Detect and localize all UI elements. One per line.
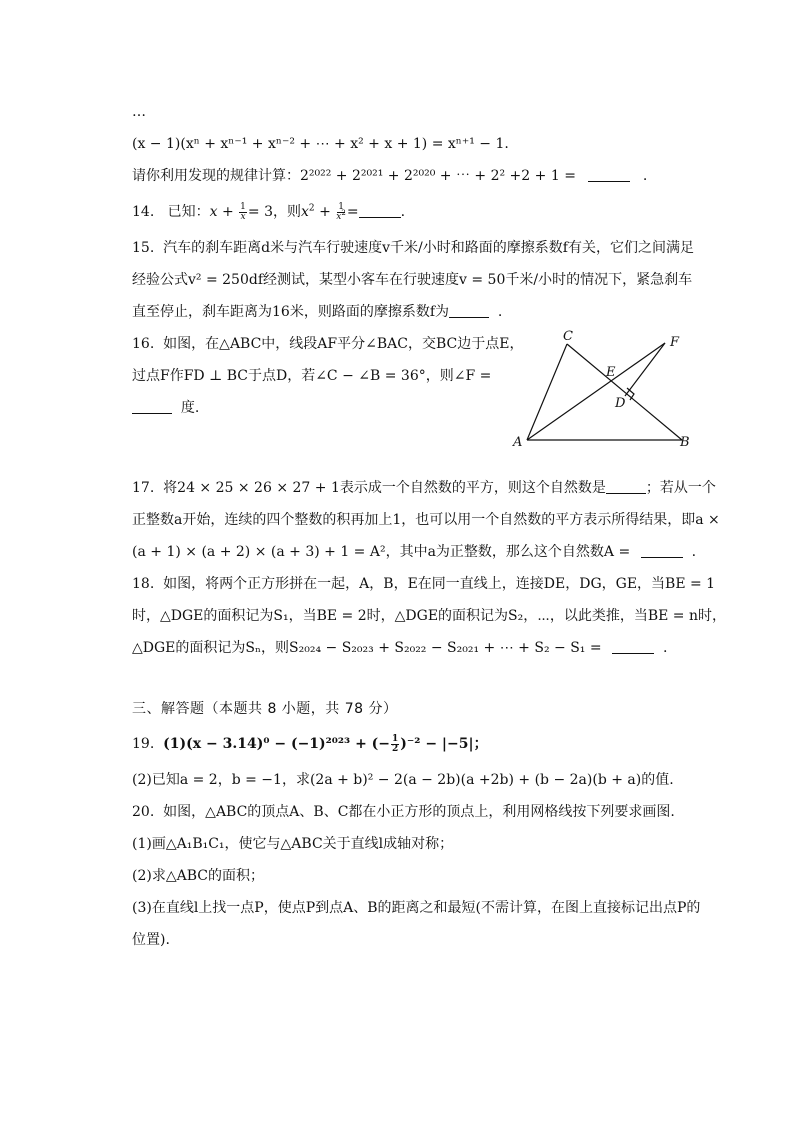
q19-part2: (2)已知a = 2，b = −1，求(2a + b)² − 2(a − 2b)(a +2b) + (b − 2a)(b + a)的值. [132,772,674,788]
q16-text: 如图，在△ABC中，线段AF平分∠BAC，交BC边于点E， [163,336,524,352]
answer-blank[interactable] [588,167,630,182]
q15-line3 [132,302,502,322]
q14-end: . [400,204,406,220]
label-f: F [670,335,680,350]
answer-blank[interactable] [606,479,646,494]
q20-sub3a: (3)在直线l上找一点P，使点P到点A、B的距离之和最短(不需计算，在图上直接标记出点P的 [132,900,701,916]
q19-expression: (1)(x − 3.14)⁰ − (−1)²⁰²³ + (− [163,736,391,752]
q19-part1 [132,734,488,754]
q18-number: 18. [132,576,155,592]
q18-line3 [132,638,667,658]
q17-end: . [691,544,697,560]
section-title: 三、解答题（本题共 8 小题，共 78 分） [132,701,398,717]
triangle-figure [505,328,705,453]
q17-text-c: (a + 1) × (a + 2) × (a + 3) + 1 = A²，其中a为正整数，那么这个自然数A = [132,544,631,560]
label-e: E [606,365,616,380]
q14-number: 14. [132,204,155,220]
q16-line3 [132,398,199,418]
q20-text: 如图，△ABC的顶点A、B、C都在小正方形的顶点上，利用网格线按下列要求画图. [163,804,675,820]
q18-text: 如图，将两个正方形拼在一起，A，B，E在同一直线上，连接DE，DG，GE，当BE = 1 [163,576,716,592]
q20-number: 20. [132,804,155,820]
q14-text-a: 已知： [167,204,210,220]
q17-text-b: ；若从一个 [645,480,716,496]
answer-blank[interactable] [612,639,654,654]
q15-end: . [497,304,503,320]
q17-number: 17. [132,480,155,496]
q20-sub1: (1)画△A₁B₁C₁，使它与△ABC关于直线l成轴对称； [132,836,454,852]
q15-line2: 经验公式v² = 250df经测试，某型小客车在行驶速度v = 50千米/小时的情况下，紧急刹车 [132,272,693,288]
q20-line1 [132,802,675,822]
answer-blank[interactable] [132,399,172,414]
q13-prompt: 请你利用发现的规律计算： [132,168,300,184]
q17-line1 [132,478,716,498]
q13-formula: (x − 1)(xⁿ + xⁿ⁻¹ + xⁿ⁻² + ⋯ + x² + x + 1) = xⁿ⁺¹ − 1. [132,136,509,152]
q13-end: . [642,168,648,184]
q17-line2: 正整数a开始，连续的四个整数的积再加上1，也可以用一个自然数的平方表示所得结果，即a × [132,512,720,528]
fraction-one-half: $\frac{1}{2}$ [392,733,399,754]
q15-text-end: 直至停止，刹车距离为16米，则路面的摩擦系数f为 [132,304,449,320]
q15-number: 15. [132,240,155,256]
q18-line1 [132,574,715,594]
right-angle-mark [627,388,634,400]
answer-blank[interactable] [641,543,683,558]
answer-blank[interactable] [449,303,489,318]
ellipsis: … [132,104,146,120]
fraction-one-over-x: $\frac{1}{x}$ [240,201,246,222]
label-d: D [615,396,626,411]
q13-expr: 2²⁰²² + 2²⁰²¹ + 2²⁰²⁰ + ⋯ + 2² +2 + 1 = [300,168,576,184]
q19-expression-end: )⁻² − |−5|； [400,736,488,752]
q13-prompt-line [132,166,647,186]
q18-line2: 时，△DGE的面积记为S₁，当BE = 2时，△DGE的面积记为S₂，⋯，以此类推，当BE = n时， [132,608,726,624]
segment-cb [567,344,682,440]
q14-text-b: ，则 [273,204,301,220]
q15-text: 汽车的刹车距离d米与汽车行驶速度v千米/小时和路面的摩擦系数f有关，它们之间满足 [163,240,694,256]
q18-end: . [662,640,668,656]
q15-line1 [132,238,694,258]
fraction-one-over-x-squared: $\frac{1}{x^2}$ [336,201,346,222]
q17-text-a: 将24 × 25 × 26 × 27 + 1表示成一个自然数的平方，则这个自然数是 [163,480,606,496]
q18-text-end: △DGE的面积记为Sₙ，则S₂₀₂₄ − S₂₀₂₃ + S₂₀₂₂ − S₂₀₂₁ + ⋯ + S₂ − S₁ = [132,640,602,656]
q19-number: 19. [132,736,155,752]
label-a: A [513,435,523,450]
label-b: B [680,435,690,450]
q20-sub2: (2)求△ABC的面积； [132,868,264,884]
label-c: C [563,329,573,344]
q16-text-end: 度. [180,400,200,416]
q17-line3 [132,542,696,562]
q20-sub3b: 位置). [132,932,170,948]
q16-line2: 过点F作FD ⊥ BC于点D，若∠C − ∠B = 36°，则∠F = [132,368,492,384]
segment-fd [625,343,665,396]
question-14: 14. 已知：x + $\frac{1}{x}$ = 3，则$x^2$ + $\frac{1}{x^2}$ = . [132,201,406,222]
q16-number: 16. [132,336,155,352]
answer-blank[interactable] [359,203,401,218]
q16-line1 [132,334,523,354]
